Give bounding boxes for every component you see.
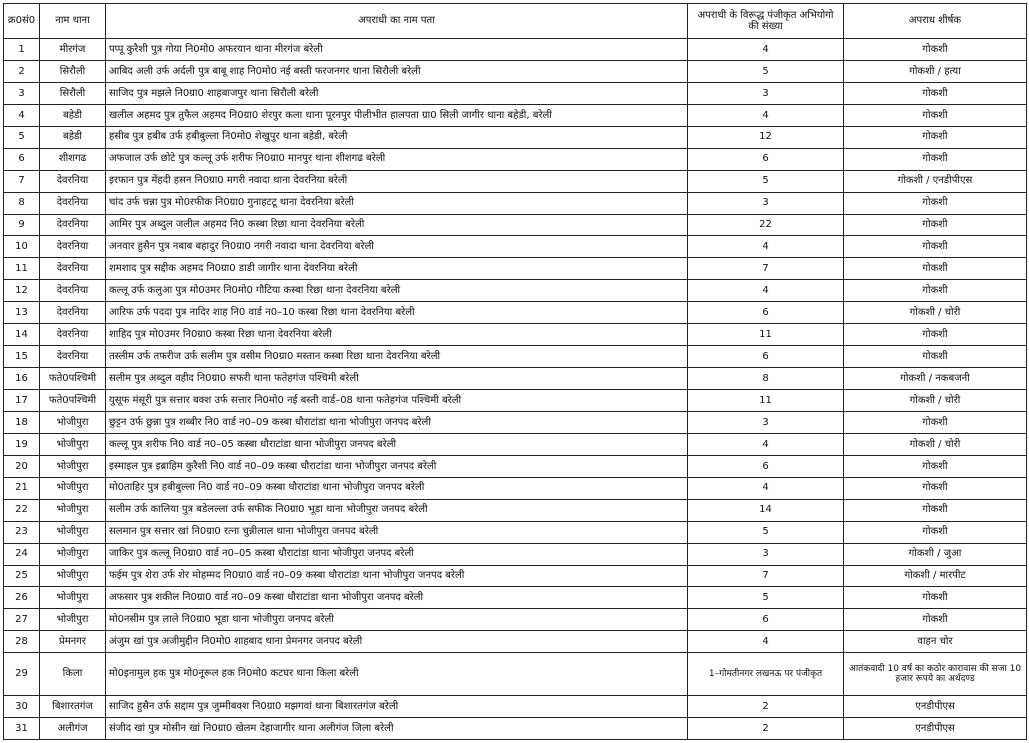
cell-crime-title: गोकशी / चोरी [844,302,1027,324]
cell-criminal-name-address: अफसार पुत्र शकील नि0ग्रा0 वार्ड न0–09 कस्बा धौराटांडा थाना भोजीपुरा जनपद बरेली [106,587,688,609]
cell-case-count: 6 [688,148,844,170]
cell-case-count: 3 [688,192,844,214]
cell-case-count: 4 [688,477,844,499]
cell-police-station: सिरौली [40,82,106,104]
cell-criminal-name-address: सलीम पुत्र अब्दुल वहीद नि0ग्रा0 सफरी थाना फतेहगंज पश्चिमी बरेली [106,368,688,390]
cell-case-count: 4 [688,104,844,126]
cell-serial-no: 14 [4,324,40,346]
table-row [4,104,1027,126]
cell-case-count: 7 [688,258,844,280]
cell-case-count: 4 [688,280,844,302]
table-row [4,499,1027,521]
cell-crime-title: गोकशी [844,148,1027,170]
table-row [4,126,1027,148]
cell-criminal-name-address: मो0ताहिर पुत्र हबीबुल्ला नि0 वार्ड न0–09 कस्बा धौराटांडा थाना भोजीपुरा जनपद बरेली [106,477,688,499]
cell-police-station: सिरौली [40,60,106,82]
cell-police-station: भोजीपुरा [40,455,106,477]
cell-serial-no: 22 [4,499,40,521]
cell-police-station: देवरनिया [40,346,106,368]
cell-crime-title: आतंकवादी 10 वर्ष का कठोर कारावास की सजा 10 हजार रूपये का अर्थदण्ड [844,653,1027,696]
cell-crime-title: गोकशी / मारपीट [844,565,1027,587]
cell-criminal-name-address: अफजाल उर्फ छोटे पुत्र कल्लू उर्फ शरीफ नि0ग्रा0 मानपुर थाना शीशगढ बरेली [106,148,688,170]
cell-criminal-name-address: सलीम उर्फ कालिया पुत्र बडेलल्ला उर्फ सफीक नि0ग्रा0 भूडा थाना भोजीपुरा जनपद बरेली [106,499,688,521]
cell-case-count: 3 [688,411,844,433]
table-row [4,346,1027,368]
cell-case-count: 22 [688,214,844,236]
cell-case-count: 3 [688,543,844,565]
cell-police-station: भोजीपुरा [40,477,106,499]
cell-police-station: भोजीपुरा [40,543,106,565]
header-crime-title: अपराध शीर्षक [844,4,1027,39]
header-police-station: नाम थाना [40,4,106,39]
cell-criminal-name-address: जाकिर पुत्र कल्लू नि0ग्रा0 वार्ड न0–05 कस्बा धौराटांडा थाना भोजीपुरा जनपद बरेली [106,543,688,565]
cell-serial-no: 18 [4,411,40,433]
cell-crime-title: गोकशी [844,236,1027,258]
cell-crime-title: गोकशी [844,104,1027,126]
cell-serial-no: 29 [4,653,40,696]
cell-police-station: भोजीपुरा [40,609,106,631]
header-serial-no: क्र0सं0 [4,4,40,39]
table-row [4,214,1027,236]
cell-crime-title: गोकशी [844,499,1027,521]
cell-case-count: 4 [688,39,844,61]
cell-crime-title: गोकशी [844,587,1027,609]
cell-case-count: 12 [688,126,844,148]
cell-serial-no: 10 [4,236,40,258]
cell-serial-no: 27 [4,609,40,631]
cell-criminal-name-address: शाहिद पुत्र मो0उमर नि0ग्रा0 कस्बा रिछा थाना देवरनिया बरेली [106,324,688,346]
cell-criminal-name-address: खलील अहमद पुत्र तुफैल अहमद नि0ग्रा0 शेरपुर कला थाना पूरनपुर पीलीभीत हालपता ग्रा0 सिली जागीर थाना बहेडी, बरेली [106,104,688,126]
cell-crime-title: गोकशी / हत्या [844,60,1027,82]
cell-criminal-name-address: आबिद अली उर्फ अर्दली पुत्र बाबू शाह नि0मो0 नई बस्ती फरजनगर थाना सिरौली बरेली [106,60,688,82]
cell-crime-title: गोकशी / चोरी [844,433,1027,455]
table-row [4,368,1027,390]
cell-criminal-name-address: इस्माइल पुत्र इब्राहिम कुरैशी नि0 वार्ड न0–09 कस्बा धौराटांडा थाना भोजीपुरा जनपद बरेली [106,455,688,477]
cell-case-count: 7 [688,565,844,587]
cell-serial-no: 26 [4,587,40,609]
cell-crime-title: गोकशी [844,477,1027,499]
cell-police-station: भोजीपुरा [40,521,106,543]
cell-case-count: 3 [688,82,844,104]
cell-serial-no: 21 [4,477,40,499]
cell-police-station: भोजीपुरा [40,433,106,455]
table-row [4,324,1027,346]
cell-serial-no: 6 [4,148,40,170]
table-row [4,236,1027,258]
cell-case-count: 4 [688,631,844,653]
cell-criminal-name-address: साजिद पुत्र मझले नि0ग्रा0 शाहबाजपुर थाना सिरौली बरेली [106,82,688,104]
cell-crime-title: गोकशी [844,280,1027,302]
table-row [4,565,1027,587]
cell-crime-title: गोकशी [844,39,1027,61]
cell-criminal-name-address: फईम पुत्र शेरा उर्फ शेर मोहम्मद नि0ग्रा0 वार्ड न0–09 कस्बा धौराटांडा थाना भोजीपुरा जनपद बरेली [106,565,688,587]
cell-case-count: 1–गोमतीनगर लखनऊ पर पंजीकृत [688,653,844,696]
table-row [4,148,1027,170]
cell-crime-title: गोकशी [844,126,1027,148]
cell-criminal-name-address: तस्लीम उर्फ तफरीज उर्फ सलीम पुत्र वसीम नि0ग्रा0 मस्तान कस्बा रिछा थाना देवरनिया बरेली [106,346,688,368]
cell-crime-title: गोकशी [844,411,1027,433]
cell-case-count: 6 [688,609,844,631]
cell-case-count: 6 [688,455,844,477]
cell-criminal-name-address: पप्पू कुरैशी पुत्र गोया नि0मो0 अफरयान थाना मीरगंज बरेली [106,39,688,61]
table-row [4,455,1027,477]
cell-crime-title: वाहन चोर [844,631,1027,653]
cell-crime-title: गोकशी [844,192,1027,214]
table-row [4,433,1027,455]
cell-serial-no: 8 [4,192,40,214]
cell-case-count: 11 [688,324,844,346]
cell-police-station: किला [40,653,106,696]
cell-police-station: प्रेमनगर [40,631,106,653]
table-row [4,280,1027,302]
header-criminal-name-address: अपराधी का नाम पता [106,4,688,39]
cell-serial-no: 12 [4,280,40,302]
cell-criminal-name-address: संजीद खां पुत्र मोसीन खां नि0ग्रा0 खेलम देहाजागीर थाना अलीगंज जिला बरेली [106,717,688,739]
table-row [4,82,1027,104]
cell-police-station: देवरनिया [40,280,106,302]
table-row [4,192,1027,214]
cell-serial-no: 9 [4,214,40,236]
criminals-table [3,3,1027,740]
cell-case-count: 4 [688,433,844,455]
cell-criminal-name-address: मो0इनामुल हक पुत्र मो0नूरूल हक नि0मो0 कटघर थाना किला बरेली [106,653,688,696]
cell-police-station: भोजीपुरा [40,587,106,609]
cell-serial-no: 20 [4,455,40,477]
cell-police-station: बिशारतगंज [40,696,106,718]
cell-serial-no: 5 [4,126,40,148]
table-row [4,696,1027,718]
cell-case-count: 6 [688,346,844,368]
cell-police-station: बहेडी [40,104,106,126]
cell-police-station: देवरनिया [40,324,106,346]
cell-criminal-name-address: इरफान पुत्र मेंहदी हसन नि0ग्रा0 मगरी नवादा थाना देवरनिया बरेली [106,170,688,192]
cell-crime-title: गोकशी [844,609,1027,631]
table-row [4,39,1027,61]
cell-criminal-name-address: छुट्टन उर्फ छुन्ना पुत्र शब्बीर नि0 वार्ड न0–09 कस्बा धौराटांडा थाना भोजीपुरा जनपद बरेली [106,411,688,433]
cell-case-count: 14 [688,499,844,521]
cell-case-count: 4 [688,236,844,258]
table-row [4,258,1027,280]
cell-case-count: 2 [688,696,844,718]
cell-crime-title: गोकशी / चोरी [844,390,1027,412]
cell-serial-no: 4 [4,104,40,126]
cell-police-station: फते0पश्चिमी [40,390,106,412]
cell-criminal-name-address: कल्लू पुत्र शरीफ नि0 वार्ड न0–05 कस्बा धौराटांडा थाना भोजीपुरा जनपद बरेली [106,433,688,455]
table-row [4,477,1027,499]
cell-case-count: 6 [688,302,844,324]
cell-serial-no: 24 [4,543,40,565]
cell-crime-title: गोकशी / जुआ [844,543,1027,565]
table-row [4,631,1027,653]
cell-case-count: 5 [688,60,844,82]
cell-police-station: भोजीपुरा [40,499,106,521]
cell-serial-no: 19 [4,433,40,455]
table-row [4,521,1027,543]
cell-case-count: 5 [688,170,844,192]
cell-serial-no: 3 [4,82,40,104]
table-row [4,653,1027,696]
cell-serial-no: 16 [4,368,40,390]
cell-crime-title: गोकशी [844,258,1027,280]
table-row [4,543,1027,565]
cell-crime-title: गोकशी [844,521,1027,543]
table-row [4,587,1027,609]
cell-criminal-name-address: चांद उर्फ चन्ना पुत्र मो0रफीक नि0ग्रा0 गुनाहटटू थाना देवरनिया बरेली [106,192,688,214]
cell-serial-no: 25 [4,565,40,587]
cell-serial-no: 28 [4,631,40,653]
cell-case-count: 11 [688,390,844,412]
header-case-count: अपराधी के विरूद्ध पंजीकृत अभियोगो की संख्या [688,4,844,39]
cell-police-station: देवरनिया [40,258,106,280]
cell-case-count: 8 [688,368,844,390]
cell-serial-no: 7 [4,170,40,192]
cell-criminal-name-address: आरिफ उर्फ पददा पुत्र नादिर शाह नि0 वार्ड न0–10 कस्बा रिछा थाना देवरनिया बरेली [106,302,688,324]
cell-case-count: 5 [688,521,844,543]
cell-crime-title: गोकशी [844,324,1027,346]
header-row [4,4,1027,39]
cell-criminal-name-address: कल्लू उर्फ कलुआ पुत्र मो0उमर नि0मो0 गौटिया कस्बा रिछा थाना देवरनिया बरेली [106,280,688,302]
table-body [4,39,1027,740]
cell-crime-title: गोकशी [844,455,1027,477]
cell-police-station: भोजीपुरा [40,565,106,587]
cell-crime-title: गोकशी [844,346,1027,368]
cell-police-station: बहेडी [40,126,106,148]
cell-police-station: देवरनिया [40,302,106,324]
cell-crime-title: गोकशी / नकबजनी [844,368,1027,390]
cell-case-count: 5 [688,587,844,609]
cell-serial-no: 31 [4,717,40,739]
cell-case-count: 2 [688,717,844,739]
table-row [4,609,1027,631]
cell-criminal-name-address: अनवार हुसैन पुत्र नबाब बहादुर नि0ग्रा0 नगरी नवादा थाना देवरनिया बरेली [106,236,688,258]
cell-police-station: मीरगंज [40,39,106,61]
cell-criminal-name-address: मो0नसीम पुत्र लाले नि0ग्रा0 भूडा थाना भोजीपुरा जनपद बरेली [106,609,688,631]
table-row [4,390,1027,412]
cell-criminal-name-address: हसीब पुत्र हबीब उर्फ हबीबुल्ला नि0मो0 शेखुपुर थाना बहेडी, बरेली [106,126,688,148]
cell-serial-no: 17 [4,390,40,412]
cell-crime-title: एनडीपीएस [844,696,1027,718]
cell-criminal-name-address: सलमान पुत्र सत्तार खां नि0ग्रा0 रत्ना चुन्नीलाल थाना भोजीपुरा जनपद बरेली [106,521,688,543]
cell-serial-no: 11 [4,258,40,280]
cell-serial-no: 15 [4,346,40,368]
table-row [4,717,1027,739]
cell-crime-title: गोकशी / एनडीपीएस [844,170,1027,192]
table-row [4,302,1027,324]
cell-criminal-name-address: आमिर पुत्र अब्दुल जलील अहमद नि0 कस्बा रिछा थाना देवरनिया बरेली [106,214,688,236]
cell-serial-no: 23 [4,521,40,543]
cell-serial-no: 1 [4,39,40,61]
cell-police-station: शीशगढ [40,148,106,170]
cell-police-station: अलीगंज [40,717,106,739]
cell-police-station: देवरनिया [40,170,106,192]
table-row [4,411,1027,433]
cell-serial-no: 30 [4,696,40,718]
cell-police-station: फते0पश्चिमी [40,368,106,390]
cell-criminal-name-address: साजिद हुसैन उर्फ सद्दाम पुत्र जुम्मीबक्श नि0ग्रा0 मझगवां थाना बिशारतगंज बरेली [106,696,688,718]
cell-police-station: देवरनिया [40,214,106,236]
cell-criminal-name-address: अंजुम खां पुत्र अजीमुद्दीन नि0मो0 शाहबाद थाना प्रेमनगर जनपद बरेली [106,631,688,653]
cell-police-station: देवरनिया [40,236,106,258]
cell-crime-title: गोकशी [844,82,1027,104]
cell-serial-no: 13 [4,302,40,324]
cell-police-station: देवरनिया [40,192,106,214]
cell-crime-title: गोकशी [844,214,1027,236]
table-row [4,60,1027,82]
table-row [4,170,1027,192]
cell-crime-title: एनडीपीएस [844,717,1027,739]
cell-serial-no: 2 [4,60,40,82]
cell-police-station: भोजीपुरा [40,411,106,433]
cell-criminal-name-address: युसूफ मंसूरी पुत्र सत्तार बक्श उर्फ सत्तार नि0मो0 नई बस्ती वार्ड–08 थाना फतेहगंज पश्चिमी बरेली [106,390,688,412]
cell-criminal-name-address: शमशाद पुत्र सद्दीक अहमद नि0ग्रा0 डाडी जागीर थाना देवरनिया बरेली [106,258,688,280]
